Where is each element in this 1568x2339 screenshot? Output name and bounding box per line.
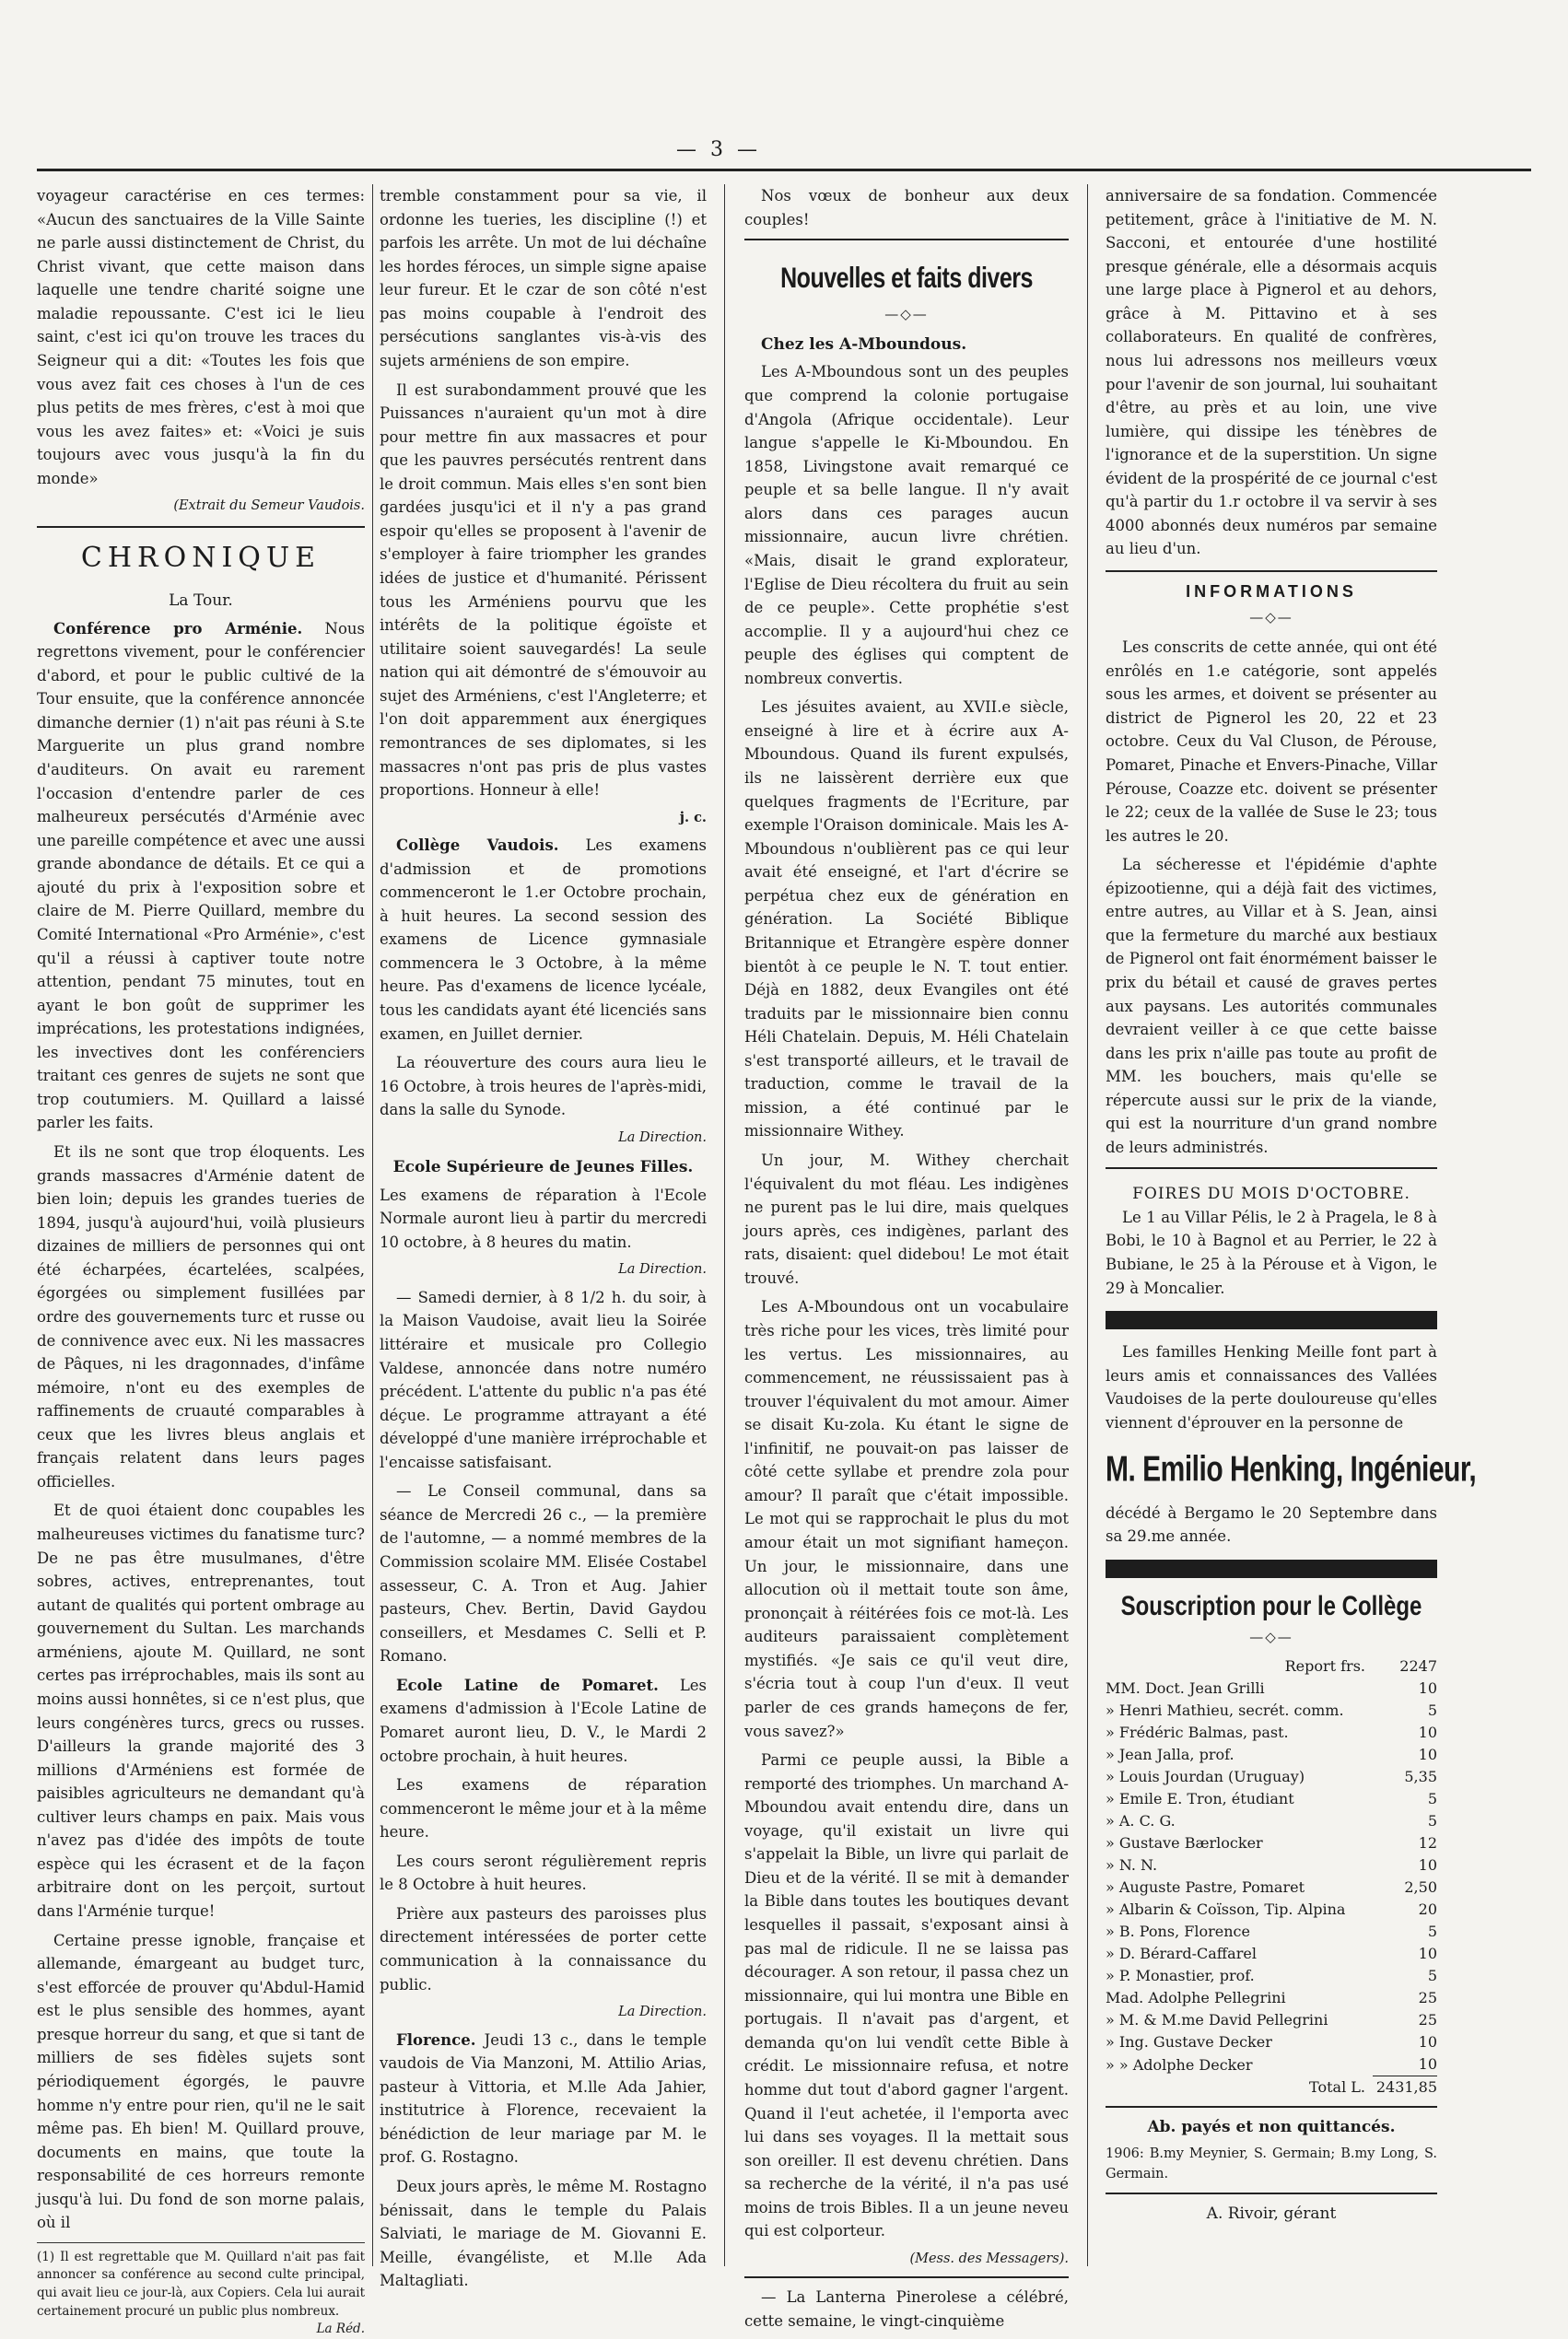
subscriber-amount: 10	[1418, 1679, 1437, 1698]
subscriber-name: » » Adolphe Decker	[1106, 2055, 1253, 2074]
column-divider	[372, 184, 373, 2266]
subscriber-name: » Albarin & Coïsson, Tip. Alpina	[1106, 1900, 1346, 1919]
subscriber-amount: 2,50	[1404, 1878, 1437, 1897]
latine-paragraph	[380, 1674, 707, 1768]
subscriber-name: » N. N.	[1106, 1856, 1158, 1875]
signature-direction: La Direction.	[618, 1262, 707, 1278]
latine-text: Les examens d'admission à l'Ecole Latine de Pomaret auront lieu, D. V., le Mardi 2 octobre prochain, à huit heures.	[380, 1676, 708, 1765]
subscriber-row	[1106, 2031, 1437, 2053]
latine-lead: Ecole Latine de Pomaret.	[396, 1676, 659, 1694]
column-3	[744, 184, 1069, 2330]
subscriber-amount: 20	[1418, 1900, 1437, 1919]
subscriber-amount: 5	[1427, 1790, 1437, 1808]
mboundous-paragraph-4: Les A-Mboundous ont un vocabulaire très riche pour les vices, très limité pour les vertus. Les missionnaires, au commencement, ne réussissaient pas à trouver l'équivalent du mot amour. Aimer se disait Ku-zola. Ku étant le signe de l'infinitif, ne pouvait-on pas laisser de côté cette syllabe et prendre zola pour amour? Il paraît que c'était impossible. Le mot qui se rapprochait le plus du mot amour était un mot signifiant hameçon. Un jour, le missionnaire, dans une allocution où il mettait toute son âme, prononçait à réitérées fois ce mot-là. Les auditeurs paraissaient complètement mystifiés. «Je sais ce qu'il veut dire, s'écria tout à coup l'un d'eux. Il veut parler de ces grands hameçons de fer, vous savez?»	[744, 1298, 1069, 1740]
latine-paragraph-4: Prière aux pasteurs des paroisses plus directement intéressées de porter cette communication à la connaissance du public.	[380, 1904, 707, 1994]
subscriber-amount: 5	[1427, 1812, 1437, 1830]
armenie-paragraph-2: Et ils ne sont que trop éloquents. Les grands massacres d'Arménie datent de bien loin; depuis les grandes tueries de 1894, jusqu'à aujourd'hui, voilà plusieurs dizaines de milliers de personnes qui ont été écharpées, écartelées, scalpées, égorgées ou simplement fusillées par ordre des gouvernements turc et russe ou de connivence avec eux. Ni les massacres de Pâques, ni les dragonnades, d'infâme mémoire, n'ont eu des exemples de raffinements de cruauté comparables à ceux que les livres bleus anglais et français relatent dans leurs pages officielles.	[37, 1143, 365, 1491]
subscriber-amount: 5,35	[1404, 1768, 1437, 1786]
subscriber-amount: 10	[1418, 1856, 1437, 1875]
signature-direction: La Direction.	[618, 2005, 707, 2020]
conference-lead: Conférence pro Arménie.	[53, 619, 303, 637]
section-rule	[744, 2276, 1069, 2278]
flourish-ornament: —◇—	[1249, 1629, 1293, 1646]
subscriber-name: » Jean Jalla, prof.	[1106, 1746, 1235, 1764]
column-4	[1106, 184, 1477, 2266]
column-1	[37, 184, 365, 2337]
subscriber-amount: 10	[1418, 2033, 1437, 2052]
subscriber-amount: 5	[1427, 1967, 1437, 1985]
latine-paragraph-2: Les examens de réparation commenceront le même jour et à la même heure.	[380, 1776, 707, 1842]
armenie-continued: tremble constamment pour sa vie, il ordonne les tueries, les discipline (!) et parfois les arrête. Un mot de lui déchaîne les hordes féroces, un simple signe apaise leur fureur. Et le czar de son côté n'est pas moins coupable à l'endroit des persécutions sanglantes vis-à-vis des sujets arméniens de son empire.	[380, 187, 707, 369]
subscriber-row	[1106, 1987, 1437, 2009]
subscriber-row	[1106, 1788, 1437, 1810]
subscriber-row	[1106, 1877, 1437, 1899]
subscriber-amount: 12	[1418, 1834, 1437, 1853]
subscriber-row	[1106, 1921, 1437, 1943]
header-rule	[37, 169, 1531, 171]
lanterna-continued: anniversaire de sa fondation. Commencée petitement, grâce à l'initiative de M. N. Sacconi, et entourée d'une hostilité presque générale, elle a désormais acquis une large place à Pignerol et au dehors, grâce à M. Pittavino et à ses collaborateurs. En qualité de confrères, nous lui adressons nos meilleurs vœux pour l'avenir de son journal, lui souhaitant d'être, au près et au loin, une vive lumière, qui dissipe les ténèbres de l'ignorance et de la superstition. Un signe évident de la prospérité de ce journal c'est qu'à partir du 1.r octobre il va servir à ses 4000 abonnés deux numéros par semaine au lieu d'un.	[1106, 187, 1437, 558]
subscriber-row	[1106, 1899, 1437, 1921]
subscriber-row	[1106, 1810, 1437, 1832]
column-divider	[1087, 184, 1088, 2266]
mboundous-paragraph-2: Les jésuites avaient, au XVII.e siècle, enseigné à lire et à écrire aux A-Mboundous. Quand ils furent expulsés, ils ne laissèrent derrière eux que quelques fragments de l'Ecriture, par exemple l'Oraison dominicale. Mais les A-Mboundous n'oublièrent pas ce qui leur avait été enseigné, et l'art d'écrire se perpétua chez eux de génération en génération. La Société Biblique Britannique et Etrangère espère donner bientôt à ce peuple le N. T. tout entier. Déjà en 1882, deux Evangiles ont été traduits par le missionnaire bien connu Héli Chatelain. Depuis, M. Héli Chatelain s'est transporté ailleurs, et le travail de traduction, comme le travail de la mission, a été continué par le missionnaire Withey.	[744, 698, 1069, 1140]
foires-paragraph: Le 1 au Villar Pélis, le 2 à Pragela, le 8 à Bobi, le 10 à Bagnol et au Perrier, le 22 à Bubiane, le 25 à la Pérouse et à Vigon, le 29 à Moncalier.	[1106, 1208, 1437, 1297]
chronique-heading: CHRONIQUE	[37, 526, 365, 580]
subscriber-row	[1106, 1854, 1437, 1877]
section-rule	[1106, 2193, 1437, 2194]
subscriber-name: » B. Pons, Florence	[1106, 1923, 1250, 1941]
mourning-bar	[1106, 1560, 1437, 1578]
secheresse-paragraph: La sécheresse et l'épidémie d'aphte épizootienne, qui a déjà fait des victimes, entre autres, au Villar et à S. Jean, ainsi que la fermeture du marché aux bestiaux de Pignerol ont fait énormément baisser le prix du bétail et causé de graves pertes aux paysans. Les autorités communales devraient veiller à ce que cette baisse dans les prix n'aille pas toute au profit de MM. les bouchers, mais qu'elle se répercute aussi sur le prix de la viande, qui est la nourriture d'un grand nombre de leurs administrés.	[1106, 856, 1437, 1156]
florence-paragraph	[380, 2029, 707, 2169]
newspaper-columns	[37, 184, 1531, 2337]
subscriber-amount: 10	[1418, 1724, 1437, 1742]
subscriber-name: » P. Monastier, prof.	[1106, 1967, 1255, 1985]
subscriber-name: » Emile E. Tron, étudiant	[1106, 1790, 1294, 1808]
footnote	[37, 2242, 365, 2339]
subscriber-name: » Auguste Pastre, Pomaret	[1106, 1878, 1305, 1897]
florence-lead: Florence.	[396, 2030, 476, 2049]
subscriber-amount: 25	[1418, 2011, 1437, 2029]
subscriber-amount: 25	[1418, 1989, 1437, 2007]
flourish-ornament: —◇—	[884, 305, 929, 322]
signature-jc: j. c.	[679, 809, 707, 825]
subscriber-name: » Frédéric Balmas, past.	[1106, 1724, 1289, 1742]
latine-paragraph-3: Les cours seront régulièrement repris le 8 Octobre à huit heures.	[380, 1852, 707, 1894]
mboundous-paragraph-5: Parmi ce peuple aussi, la Bible a remporté des triomphes. Un marchand A-Mboundou avait entendu dire, dans un voyage, qu'il existait un livre qui s'appelait la Bible, un livre qui parlait de Dieu et de la vérité. Il se mit à demander la Bible dans toutes les boutiques devant lesquelles il passait, s'exposant ainsi à pas mal de ridicule. Il ne se laissa pas décourager. A son retour, il passa chez un missionnaire, qui lui montra une Bible en portugais. Il n'avait pas d'argent, et demanda qu'on lui vendît cette Bible à crédit. Le missionnaire refusa, et notre homme dut tout d'abord gagner l'argent. Quand il l'eut achetée, il l'emporta avec lui dans ses voyages. Il la mettait sous son oreiller. Il est devenu chrétien. Dans sa recherche de la vérité, il n'a pas usé moins de trois Bibles. Il a un jeune neveu qui est colporteur.	[744, 1751, 1069, 2240]
florence-text: Jeudi 13 c., dans le temple vaudois de Via Manzoni, M. Attilio Arias, pasteur à Vittoria, et M.lle Ada Jahier, institutrice à Florence, recevaient la bénédiction de leur mariage par M. le prof. G. Rostagno.	[380, 2030, 707, 2167]
ecole-superieure-text: Les examens de réparation à l'Ecole Normale auront lieu à partir du mercredi 10 octobre, à 8 heures du matin.	[380, 1186, 707, 1251]
mboundous-paragraph-3: Un jour, M. Withey cherchait l'équivalent du mot fléau. Les indigènes ne purent pas le lui dire, mais quelques jours après, ces indigènes, parlant des rats, disaient: quel didebou! Le mot était trouvé.	[744, 1152, 1069, 1287]
conference-paragraph	[37, 617, 365, 1135]
subscriber-row	[1106, 2053, 1437, 2076]
subscriber-name: » Gustave Bærlocker	[1106, 1834, 1263, 1853]
subscriber-row	[1106, 1832, 1437, 1854]
subscriber-amount: 10	[1418, 1945, 1437, 1963]
subscriber-row	[1106, 1678, 1437, 1700]
informations-heading: INFORMATIONS	[1106, 570, 1437, 605]
section-rule	[1106, 2106, 1437, 2108]
subscriber-name: » A. C. G.	[1106, 1812, 1176, 1830]
report-value: 2247	[1399, 1657, 1437, 1676]
total-label: Total L.	[1309, 2078, 1365, 2097]
subscriber-name: Mad. Adolphe Pellegrini	[1106, 1989, 1286, 2007]
subscriber-name: » Henri Mathieu, secrét. comm.	[1106, 1702, 1344, 1720]
puissances-paragraph: Il est surabondamment prouvé que les Puissances n'auraient qu'un mot à dire pour mettre fin aux massacres et pour que les pauvres persécutés rentrent dans le droit commun. Mais elles s'en sont bien gardées jusqu'ici et il n'y a pas grand espoir qu'elles se proposent à l'avenir de s'employer à faire triompher les grandes idées de justice et d'humanité. Périssent tous les Arméniens pourvu que les intérêts de la politique égoïste et utilitaire soient sauvegardés! La seule nation qui ait démontré de s'émouvoir au sujet des Arméniens, c'est l'Angleterre; et l'on doit apparemment aux énergiques remontrances de ses diplomates, si les massacres n'ont pas pris de plus vastes proportions. Honneur à elle!	[380, 380, 707, 800]
column-2	[380, 184, 708, 2290]
gerant-signature: A. Rivoir, gérant	[1206, 2204, 1337, 2223]
section-rule	[1106, 1167, 1437, 1169]
subscriber-amount: 10	[1418, 2055, 1437, 2074]
college-paragraph	[380, 834, 707, 1046]
mboundous-paragraph-1: Les A-Mboundous sont un des peuples que comprend la colonie portugaise d'Angola (Afrique occidentale). Leur langue s'appelle le Ki-Mboundou. En 1858, Livingstone avait remarqué ce peuple et sa belle langue. Il n'y avait alors dans ces parages aucun missionnaire, aucun livre chrétien. «Mais, disait le grand explorateur, l'Eglise de Dieu récoltera du fruit au sein de ce peuple». Cette prophétie s'est accomplie. Il y a aujourd'hui chez ce peuple des églises qui comptent de nombreux convertis.	[744, 363, 1069, 687]
conscrits-paragraph: Les conscrits de cette année, qui ont été enrôlés en 1.e catégorie, sont appelés sous les armes, et doivent se présenter au district de Pignerol les 20, 22 et 23 octobre. Ceux du Val Cluson, de Pérouse, Pomaret, Pinache et Envers-Pinache, Villar Pérouse, Coazze etc. doivent se présenter le 22; ceux de la vallée de Suse le 23; tous les autres le 20.	[1106, 638, 1437, 845]
foires-heading: FOIRES DU MOIS D'OCTOBRE.	[1132, 1184, 1410, 1203]
armenie-paragraph-4: Certaine presse ignoble, française et allemande, émargeant au budget turc, s'est efforcée de prouver qu'Abdul-Hamid est le plus sensible des hommes, ayant presque horreur du sang, et que si tant de milliers de ses fidèles sujets sont périodiquement égorgés, le pauvre homme n'y entre pour rien, qu'il ne le sait même pas. Eh bien! M. Quillard prouve, documents en mains, que toute la responsabilité de ces horreurs remonte jusqu'à lui. Du fond de son morne palais, où il	[37, 1931, 365, 2232]
messagers-source: (Mess. des Messagers).	[909, 2251, 1069, 2266]
subscriber-name: MM. Doct. Jean Grilli	[1106, 1679, 1265, 1698]
extrait-source: (Extrait du Semeur Vaudois.	[173, 498, 365, 514]
subscriber-row	[1106, 1943, 1437, 1965]
familles-paragraph: Les familles Henking Meille font part à leurs amis et connaissances des Vallées Vaudoises de la perte douloureuse qu'elles viennent d'éprouver en la personne de	[1106, 1343, 1437, 1432]
college-lead: Collège Vaudois.	[396, 836, 559, 855]
florence-paragraph-2: Deux jours après, le même M. Rostagno bénissait, dans le temple du Palais Salviati, le mariage de M. Giovanni E. Meille, évangéliste, et M.lle Ada Maltagliati.	[380, 2177, 707, 2290]
subscriber-name: » Ing. Gustave Decker	[1106, 2033, 1272, 2052]
subscriber-name: » M. & M.me David Pellegrini	[1106, 2011, 1328, 2029]
samedi-paragraph: — Samedi dernier, à 8 1/2 h. du soir, à la Maison Vaudoise, avait lieu la Soirée littéraire et musicale pro Collegio Valdese, annoncée dans notre numéro précédent. L'attente du public n'a pas été déçue. Le programme attrayant a été développé d'une manière irréprochable et l'encaisse satisfaisant.	[380, 1288, 707, 1471]
deces-paragraph: décédé à Bergamo le 20 Septembre dans sa 29.me année.	[1106, 1503, 1437, 1546]
report-label: Report frs.	[1284, 1657, 1365, 1676]
deceased-name: M. Emilio Henking, Ingénieur,	[1106, 1450, 1477, 1491]
college-text: Les examens d'admission et de promotions commenceront le 1.er Octobre prochain, à huit heures. La second session des examens de Licence gymnasiale commencera le 3 Octobre, à la même heure. Pas d'examens de licence lycéale, tous les candidats ayant été licenciés sans examen, en Juillet dernier.	[380, 836, 707, 1043]
la-tour-heading: La Tour.	[169, 591, 233, 611]
subscriber-row	[1106, 1700, 1437, 1722]
mboundous-heading: Chez les A-Mboundous.	[761, 335, 967, 355]
total-row	[1106, 2076, 1437, 2099]
subscriber-name: » Louis Jourdan (Uruguay)	[1106, 1768, 1305, 1786]
subscriber-amount: 5	[1427, 1702, 1437, 1720]
subscriber-row	[1106, 2009, 1437, 2031]
voeux-paragraph: Nos vœux de bonheur aux deux couples!	[744, 187, 1069, 228]
subscriber-row	[1106, 1766, 1437, 1788]
report-row	[1106, 1655, 1437, 1678]
flourish-ornament: —◇—	[1249, 608, 1293, 626]
lanterna-paragraph: — La Lanterna Pinerolese a célébré, cette semaine, le vingt-cinquième	[744, 2288, 1069, 2330]
abonnements-text: 1906: B.my Meynier, S. Germain; B.my Long, S. Germain.	[1106, 2146, 1437, 2182]
intro-paragraph: voyageur caractérise en ces termes: «Aucun des sanctuaires de la Ville Sainte ne parle aussi distinctement de Christ, du Christ vivant, que cette maison dans laquelle une tendre charité soigne une maladie repoussante. C'est ici le lieu saint, c'est ici qu'on trouve les traces du Seigneur qui a dit: «Toutes les fois que vous avez fait ces choses à l'un de ces plus petits de mes frères, c'est à moi que vous les avez faites» et: «Voici je suis toujours avec vous jusqu'à la fin du monde»	[37, 187, 365, 487]
armenie-paragraph-3: Et de quoi étaient donc coupables les malheureuses victimes du fanatisme turc? De ne pas être musulmanes, d'être sobres, actives, entreprenantes, tout autant de qualités qui portent ombrage au gouvernement du Sultan. Les marchands arméniens, ajoute M. Quillard, ne sont certes pas irréprochables, mais ils sont au moins aussi honnêtes, si ce n'est plus, que leurs congénères turcs, grecs ou russes. D'ailleurs la grande majorité des 3 millions d'Arméniens est formée de paisibles agriculteurs ne demandant qu'à cultiver leurs champs en paix. Mais vous n'avez pas d'idée des impôts de toute espèce qui les écrasent et de la façon arbitraire dont on les perçoit, surtout dans l'Arménie turque!	[37, 1502, 365, 1920]
subscriber-row	[1106, 1744, 1437, 1766]
ecole-superieure-heading: Ecole Supérieure de Jeunes Filles.	[392, 1158, 694, 1177]
section-rule	[744, 239, 1069, 240]
footnote-signature: La Réd.	[316, 2321, 365, 2337]
souscription-table	[1106, 1655, 1437, 2099]
subscriber-amount: 10	[1418, 1746, 1437, 1764]
mourning-bar	[1106, 1311, 1437, 1329]
souscription-heading: Souscription pour le Collège	[1120, 1590, 1422, 1622]
entries-body	[1106, 1678, 1437, 2076]
subscriber-row	[1106, 1722, 1437, 1744]
column-divider	[724, 184, 725, 2266]
conseil-paragraph: — Le Conseil communal, dans sa séance de Mercredi 26 c., — la première de l'automne, — a nommé membres de la Commission scolaire MM. Elisée Costabel assesseur, C. A. Tron et Aug. Jahier pasteurs, Chev. Bertin, David Gaydou conseillers, et Mesdames C. Selli et P. Romano.	[380, 1482, 707, 1666]
subscriber-name: » D. Bérard-Caffarel	[1106, 1945, 1257, 1963]
college-reouverture: La réouverture des cours aura lieu le 16 Octobre, à trois heures de l'après-midi, dans la salle du Synode.	[380, 1054, 707, 1119]
subscriber-row	[1106, 1965, 1437, 1987]
total-value: 2431,85	[1373, 2076, 1437, 2099]
abonnements-heading: Ab. payés et non quittancés.	[1147, 2118, 1396, 2137]
nouvelles-heading: Nouvelles et faits divers	[780, 262, 1033, 295]
signature-direction: La Direction.	[618, 1129, 707, 1145]
footnote-text: (1) Il est regrettable que M. Quillard n'ait pas fait annoncer sa conférence au second culte principal, qui avait lieu ce jour-là, aux Copiers. Cela lui aurait certainement procuré un public plus nombreux.	[37, 2249, 365, 2319]
page-number: — 3 —	[676, 138, 761, 161]
subscriber-amount: 5	[1427, 1923, 1437, 1941]
conference-text: Nous regrettons vivement, pour le conférencier d'abord, et pour le public cultivé de la Tour ensuite, que la conférence annoncée dimanche dernier (1) n'ait pas réuni à S.te Marguerite un plus grand nombre d'auditeurs. On avait eu rarement l'occasion d'entendre parler de ces malheureux persécutés d'Arménie avec une pareille compétence et avec une aussi grande abondance de détails. Et ce qui a ajouté du prix à l'exposition sobre et claire de M. Pierre Quillard, membre du Comité International «Pro Arménie», c'est qu'il a réussi à captiver toute notre attention, pendant 75 minutes, tout en ayant le bon goût de supprimer les imprécations, les protestations indignées, les invectives dont les conférenciers traitant ces genres de sujets ne sont que trop coutumiers. M. Quillard a laissé parler les faits.	[37, 619, 365, 1132]
